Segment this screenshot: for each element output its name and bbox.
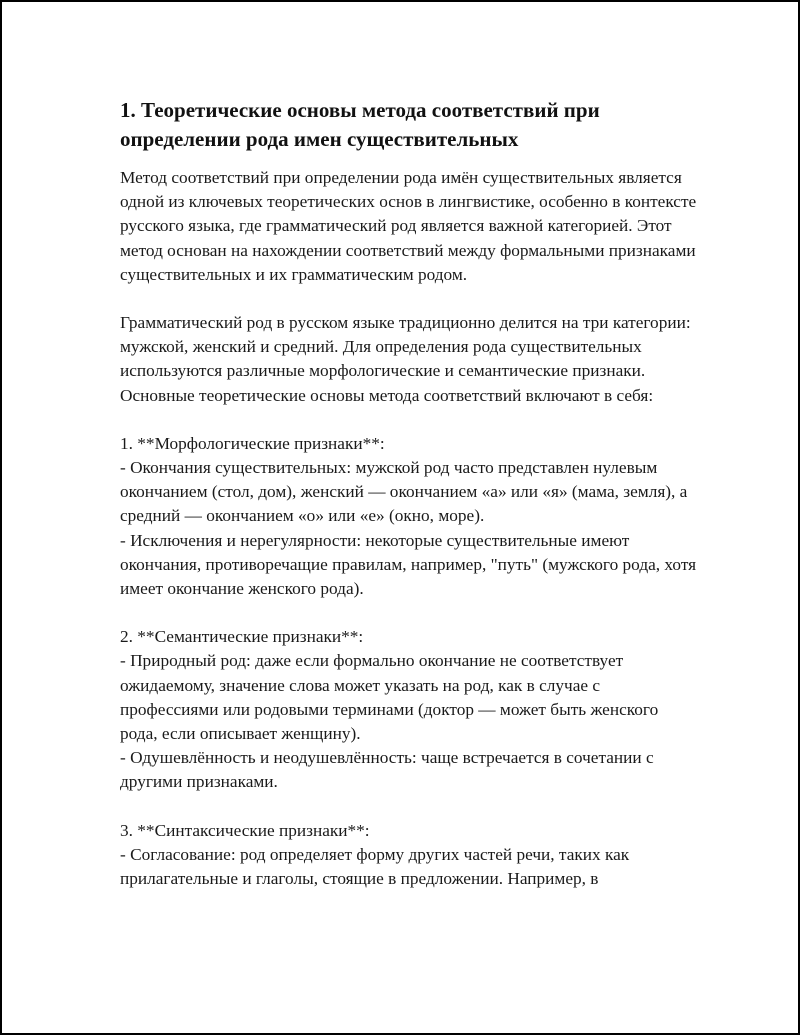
section-heading: 1. Теоретические основы метода соответствий при определении рода имен существительных bbox=[120, 98, 600, 151]
morphological-features-item: 1. **Морфологические признаки**: - Окончания существительных: мужской род часто представлен нулевым окончанием (стол, дом), женский — окончанием «а» или «я» (мама, земля), а средний — окончанием «о» или «е» (окно, море). - Исключения и нерегулярности: некоторые существительные имеют окончания, противоречащие правилам, например, "путь" (мужского рода, хотя имеет окончание женского рода). bbox=[120, 433, 697, 599]
document-body bbox=[120, 96, 700, 891]
gender-categories-paragraph: Грамматический род в русском языке традиционно делится на три категории: мужской, женский и средний. Для определения рода существительных используются различные морфологические и семантические признаки. Основные теоретические основы метода соответствий включают в себя: bbox=[120, 313, 691, 405]
semantic-features-item: 2. **Семантические признаки**: - Природный род: даже если формально окончание не соответствует ожидаемому, значение слова может указать на род, как в случае с профессиями или родовыми терминами (доктор — может быть женского рода, если описывает женщину). - Одушевлённость и неодушевлённость: чаще встречается в сочетании с другими признаками. bbox=[120, 627, 659, 792]
intro-paragraph: Метод соответствий при определении рода имён существительных является одной из ключевых теоретических основ в лингвистике, особенно в контексте русского языка, где грамматический род является важной категорией. Этот метод основан на нахождении соответствий между формальными признаками существительных и их грамматическим родом. bbox=[120, 168, 697, 284]
syntactic-features-item: 3. **Синтаксические признаки**: - Согласование: род определяет форму других частей речи, таких как прилагательные и глаголы, стоящие в предложении. Например, в bbox=[120, 820, 630, 889]
